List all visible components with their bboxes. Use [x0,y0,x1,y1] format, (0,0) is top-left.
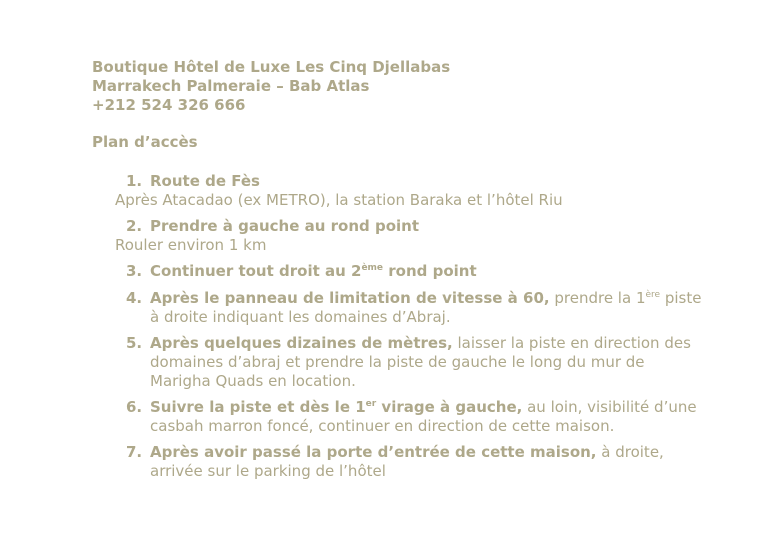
hotel-phone: +212 524 326 666 [92,96,246,114]
step-bold-text [150,398,522,416]
step-title-sup: ème [361,263,384,273]
step-title-text: Continuer tout droit au 2 [150,262,362,280]
step-bold-text: Après quelques dizaines de mètres, [150,334,453,352]
step-7-line-2: arrivée sur le parking de l’hôtel [150,462,386,480]
step-number: 3. [126,262,143,280]
hotel-header [92,58,450,115]
step-number: 4. [126,289,143,307]
step-5-line-3: Marigha Quads en location. [150,372,356,390]
step-title: Route de Fès [150,172,260,190]
step-2-note: Rouler environ 1 km [115,236,267,254]
step-title: Prendre à gauche au rond point [150,217,420,235]
step-1-note: Après Atacadao (ex METRO), la station Baraka et l’hôtel Riu [115,191,563,209]
plan-title: Plan d’accès [92,133,198,151]
step-line-1 [150,398,697,417]
step-line-1 [150,443,664,462]
step-number: 2. [126,217,143,235]
step-title [150,262,477,281]
step-text: à droite, [596,443,664,461]
step-6-line-2: casbah marron foncé, continuer en direction de cette maison. [150,417,615,435]
hotel-location: Marrakech Palmeraie – Bab Atlas [92,77,370,95]
step-number: 1. [126,172,143,190]
step-text-sup: ère [645,290,661,300]
step-line-1 [150,289,701,308]
step-4-line-2: à droite indiquant les domaines d’Abraj. [150,308,451,326]
step-5-line-2: domaines d’abraj et prendre la piste de gauche le long du mur de [150,353,645,371]
hotel-name: Boutique Hôtel de Luxe Les Cinq Djellabas [92,58,451,76]
step-bold-sup: er [365,399,377,409]
step-text: laisser la piste en direction des [452,334,691,352]
step-title-text-end: rond point [383,262,477,280]
step-number: 7. [126,443,143,461]
step-number: 6. [126,398,143,416]
step-bold-text-start: Suivre la piste et dès le 1 [150,398,366,416]
step-bold-text: Après avoir passé la porte d’entrée de cette maison, [150,443,597,461]
step-text-end: piste [660,289,702,307]
step-bold-text: Après le panneau de limitation de vitesse à 60, [150,289,550,307]
step-line-1 [150,334,691,353]
step-text: prendre la 1 [549,289,646,307]
step-text: au loin, visibilité d’une [522,398,697,416]
step-bold-text-end: virage à gauche, [376,398,523,416]
step-number: 5. [126,334,143,352]
